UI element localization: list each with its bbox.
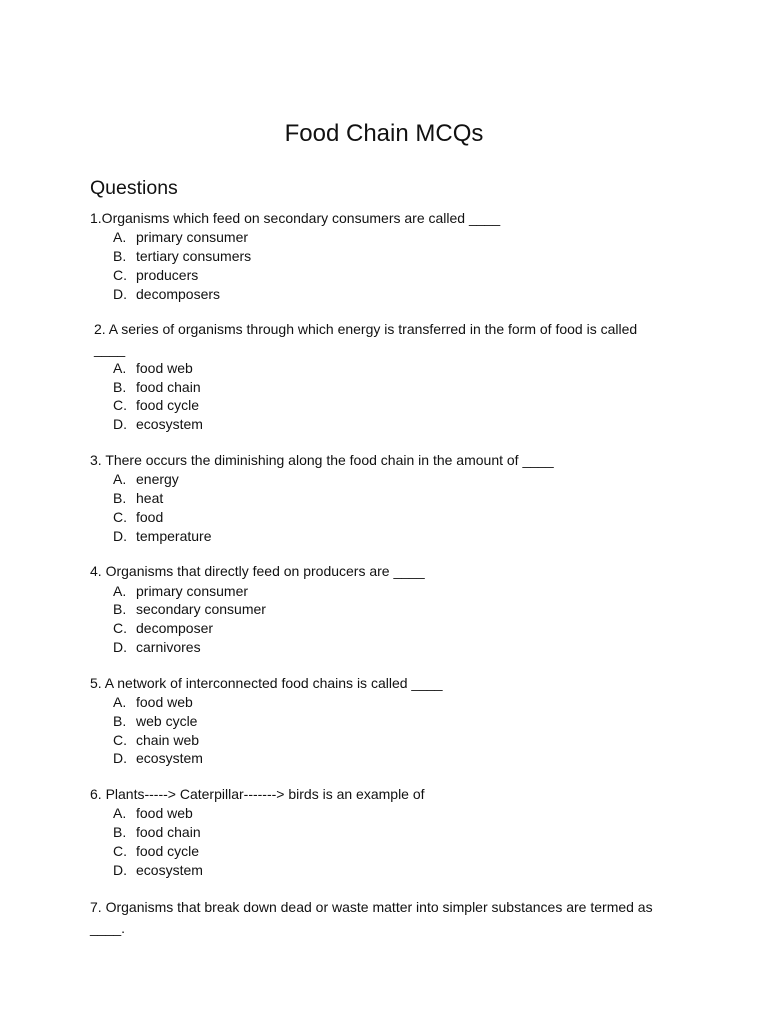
option-letter: C.: [113, 842, 127, 859]
option-item: [0, 823, 768, 842]
option-letter: D.: [113, 861, 127, 878]
option-letter: D.: [113, 416, 127, 433]
option-item: [0, 266, 768, 285]
option-text: food web: [136, 359, 193, 376]
question-text: 2. A series of organisms through which energy is transferred in the form of food is called ____: [94, 321, 642, 357]
option-letter: C.: [113, 266, 127, 283]
option-text: web cycle: [136, 712, 198, 729]
question-text: 4. Organisms that directly feed on producers are ____: [90, 563, 425, 580]
option-item: [0, 842, 768, 861]
option-text: tertiary consumers: [136, 248, 252, 264]
option-text: ecosystem: [136, 750, 203, 767]
option-item: [0, 582, 768, 601]
question-7: [0, 897, 768, 939]
section-heading: Questions: [90, 177, 178, 199]
question-text: 7. Organisms that break down dead or waste matter into simpler substances are termed as ____.: [90, 898, 657, 936]
option-letter: D.: [113, 527, 127, 544]
option-text: food cycle: [136, 397, 200, 414]
option-item: [0, 285, 768, 304]
option-text: secondary consumer: [136, 601, 266, 618]
option-item: [0, 489, 768, 508]
option-letter: B.: [113, 489, 127, 506]
option-item: [0, 247, 768, 266]
option-letter: C.: [113, 620, 127, 637]
option-text: primary consumer: [136, 229, 249, 246]
question-text: 6. Plants-----> Caterpillar-------> birds is an example of: [90, 786, 425, 803]
option-item: [0, 619, 768, 638]
option-list: [0, 359, 768, 434]
option-item: [0, 415, 768, 434]
option-list: [0, 804, 768, 879]
option-text: food web: [136, 693, 193, 710]
option-list: [0, 228, 768, 303]
option-item: [0, 359, 768, 378]
option-item: [0, 470, 768, 489]
question-list: [0, 209, 768, 956]
question-text: 3. There occurs the diminishing along the food chain in the amount of ____: [90, 451, 554, 468]
option-letter: D.: [113, 285, 127, 302]
option-letter: A.: [113, 229, 127, 246]
option-letter: C.: [113, 397, 127, 414]
option-letter: D.: [113, 750, 127, 767]
option-item: [0, 693, 768, 712]
option-letter: A.: [113, 582, 127, 599]
option-letter: A.: [113, 471, 127, 488]
option-letter: B.: [113, 248, 127, 264]
option-text: carnivores: [136, 638, 201, 655]
option-text: producers: [136, 266, 199, 283]
option-item: [0, 749, 768, 768]
question-text: 1.Organisms which feed on secondary consumers are called ____: [90, 210, 501, 226]
option-item: [0, 378, 768, 397]
option-item: [0, 508, 768, 527]
option-item: [0, 804, 768, 823]
question-text: 5. A network of interconnected food chains is called ____: [90, 674, 443, 691]
option-item: [0, 396, 768, 415]
option-list: [0, 470, 768, 545]
question-3: [0, 451, 768, 545]
option-text: decomposers: [136, 285, 221, 302]
option-text: food web: [136, 805, 193, 822]
question-6: [0, 785, 768, 879]
question-1: [0, 209, 768, 303]
option-letter: C.: [113, 731, 127, 748]
option-text: food cycle: [136, 842, 200, 859]
question-5: [0, 674, 768, 768]
option-letter: A.: [113, 359, 127, 376]
option-item: [0, 861, 768, 880]
option-text: temperature: [136, 527, 212, 544]
option-list: [0, 582, 768, 657]
option-item: [0, 228, 768, 247]
option-text: chain web: [136, 731, 200, 748]
option-text: energy: [136, 471, 179, 488]
option-letter: B.: [113, 378, 127, 395]
option-item: [0, 712, 768, 731]
option-text: ecosystem: [136, 861, 203, 878]
option-letter: A.: [113, 693, 127, 710]
option-letter: A.: [113, 805, 127, 822]
question-4: [0, 562, 768, 656]
option-text: heat: [136, 489, 164, 506]
option-text: ecosystem: [136, 416, 203, 433]
option-text: decomposer: [136, 620, 214, 637]
option-text: food chain: [136, 824, 201, 841]
option-item: [0, 731, 768, 750]
option-letter: C.: [113, 508, 127, 525]
option-letter: B.: [113, 601, 127, 618]
option-item: [0, 527, 768, 546]
option-text: food chain: [136, 378, 201, 395]
question-2: [0, 320, 768, 434]
option-text: primary consumer: [136, 582, 249, 599]
option-text: food: [136, 508, 164, 525]
option-letter: B.: [113, 712, 127, 729]
option-item: [0, 600, 768, 619]
option-letter: B.: [113, 824, 127, 841]
option-letter: D.: [113, 638, 127, 655]
option-list: [0, 693, 768, 768]
page-title: Food Chain MCQs: [284, 120, 484, 147]
option-item: [0, 638, 768, 657]
